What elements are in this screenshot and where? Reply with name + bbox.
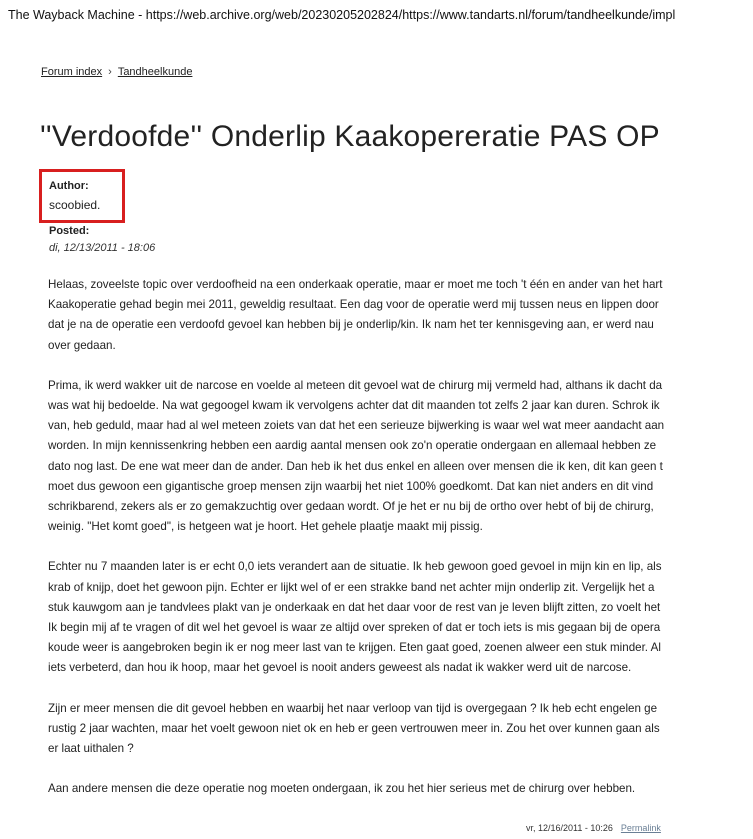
permalink-link[interactable]: Permalink bbox=[620, 823, 661, 833]
next-post-meta bbox=[526, 823, 661, 833]
post-body bbox=[48, 275, 753, 819]
post-paragraph-2: Prima, ik werd wakker uit de narcose en voelde al meteen dit gevoel wat de chirurg mij vermeld had, althans ik dacht da was wat hij bedoelde. Na wat gegoogel kwam ik vervolgens achter dat dit maanden tot zelfs 2 jaar kan duren. Schrok ik van, heb geduld, maar had al wel meteen zoiets van dat het een serieuze bijwerking is waar wel wat meer aandacht aan worden. In mijn kennissenkring hebben een aardig aantal mensen ook zo'n operatie ondergaan en allemaal hebben ze dato nog last. De ene wat meer dan de ander. Dan heb ik het dus enkel en alleen over mensen die ik ken, dit kan geen t moet dus gewoon een gigantische groep mensen zijn waarbij het niet 100% goedkomt. Dat kan niet anders en dit vind schrikbarend, zekers als er zo gemakzuchtig over gedaan wordt. Of je het er nu bij de ortho over hebt of bij de chirurg, weinig. "Het komt goed", is hetgeen wat je hoort. Het gehele plaatje maakt mij pissig. bbox=[48, 378, 665, 534]
breadcrumb bbox=[41, 66, 192, 78]
posted-label: Posted: bbox=[49, 225, 90, 237]
next-post-date: vr, 12/16/2011 - 10:26 bbox=[526, 823, 613, 833]
author-highlight-box bbox=[39, 169, 125, 223]
wayback-banner: The Wayback Machine - https://web.archive.org/web/20230205202824/https://www.tandarts.nl/forum/tandheelkunde/impl bbox=[8, 8, 676, 22]
post-paragraph-1: Helaas, zoveelste topic over verdoofheid na een onderkaak operatie, maar er moet me toch 't één en ander van het hart Kaakoperatie gehad begin mei 2011, geweldig resultaat. Een dag voor de operatie werd mij tussen neus en lippen door dat je na de operatie een verdoofd gevoel kan hebben bij je onderlip/kin. Ik nam het ter kennisgeving aan, er werd nau over gedaan. bbox=[48, 278, 663, 352]
post-paragraph-4: Zijn er meer mensen die dit gevoel hebben en waarbij het naar verloop van tijd is overgegaan ? Ik heb echt engelen ge rustig 2 jaar wachten, maar het voelt gewoon niet ok en heb er geen vertrouwen meer in. Zou het over kunnen gaan als er laat uithalen ? bbox=[48, 701, 660, 756]
breadcrumb-separator-icon: › bbox=[108, 66, 112, 78]
breadcrumb-forum-index[interactable]: Forum index bbox=[41, 66, 103, 78]
posted-date: di, 12/13/2011 - 18:06 bbox=[49, 242, 156, 254]
author-name: scoobied. bbox=[49, 198, 101, 212]
breadcrumb-tandheelkunde[interactable]: Tandheelkunde bbox=[117, 66, 193, 78]
author-label: Author: bbox=[49, 180, 89, 192]
post-paragraph-5: Aan andere mensen die deze operatie nog moeten ondergaan, ik zou het hier serieus met de chirurg over hebben. bbox=[48, 782, 636, 796]
post-paragraph-3: Echter nu 7 maanden later is er echt 0,0 iets verandert aan de situatie. Ik heb gewoon goed gevoel in mijn kin en lip, als krab of knijp, doet het gewoon pijn. Echter er lijkt wel of er een strakke band net achter mijn onderlip zit. Vergelijk het a stuk kauwgom aan je tandvlees plakt van je onderkaak en dat het daar voor de rest van je leven blijft zitten, zo voelt het Ik begin mij af te vragen of dit wel het gevoel is waar ze altijd over spreken of dat er toch iets is mis gegaan bij de opera koude weer is aangebroken begin ik er nog meer last van te krijgen. Eten gaat goed, zoenen alweer een stuk minder. Al iets verbeterd, dan hou ik hoop, maar het gevoel is nooit anders geweest als nadat ik wakker werd uit de narcose. bbox=[48, 560, 662, 675]
page-title: ''Verdoofde'' Onderlip Kaakopereratie PAS OP bbox=[40, 120, 660, 153]
